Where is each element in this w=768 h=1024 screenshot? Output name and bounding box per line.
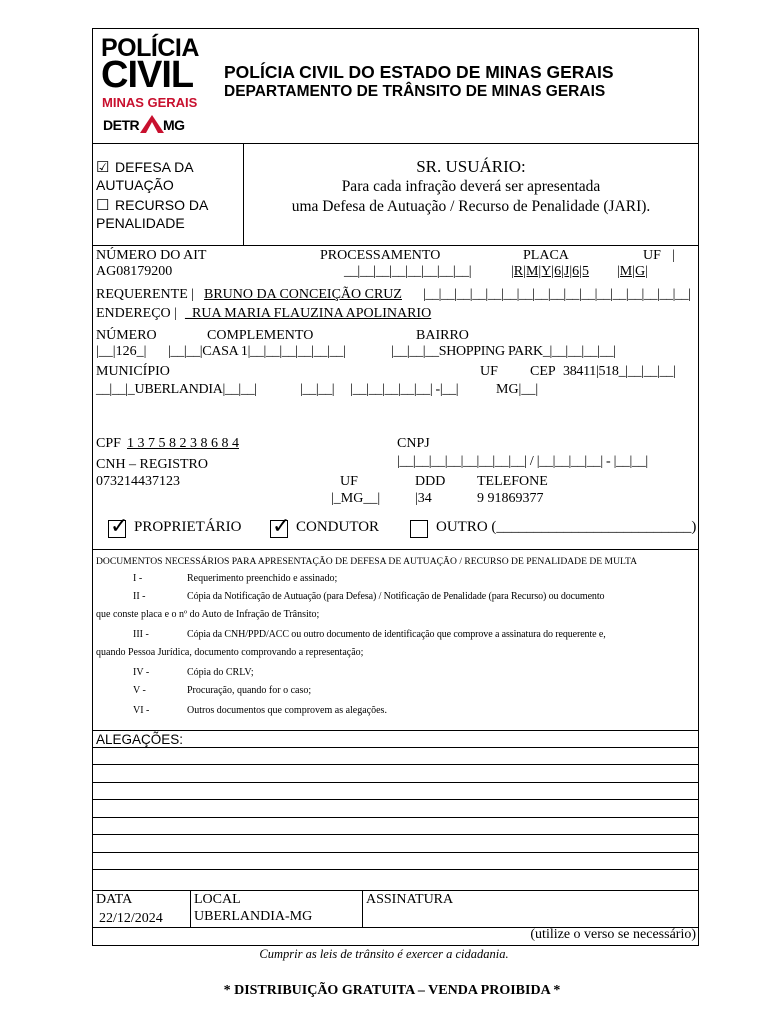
local-label: LOCAL [194, 892, 241, 907]
proprietario-checkbox[interactable] [108, 514, 129, 539]
motto: Cumprir as leis de trânsito é exercer a cidadania. [259, 947, 509, 961]
municipio-label: MUNICÍPIO [96, 364, 170, 379]
document-item-text: Outros documentos que comprovem as alegações. [187, 705, 387, 716]
document-item-number: III - [133, 629, 149, 640]
documents-title: DOCUMENTOS NECESSÁRIOS PARA APRESENTAÇÃO DE DEFESA DE AUTUAÇÃO / RECURSO DE PENALIDADE DE MULTA [96, 556, 638, 567]
numero-value[interactable]: |__|126_| [96, 344, 147, 359]
municipio-fill: |__|__| |__|__|__|__|__| -|__| [300, 382, 459, 397]
detran-triangle-icon [139, 114, 165, 134]
alegacoes-label: ALEGAÇÕES: [96, 732, 184, 747]
document-item-number: I - [133, 573, 143, 584]
divider [92, 730, 699, 731]
alegacoes-line[interactable] [92, 747, 699, 748]
cnh-uf-value[interactable]: |_MG__| [331, 491, 381, 506]
header-title: POLÍCIA CIVIL DO ESTADO DE MINAS GERAIS [224, 62, 614, 82]
recurso-checkbox[interactable]: ☐ [96, 197, 110, 214]
alegacoes-line[interactable] [92, 817, 699, 818]
uf-label: UF [643, 248, 661, 263]
document-item-continuation: quando Pessoa Jurídica, documento comprovando a representação; [96, 647, 364, 658]
bairro-value[interactable]: |__|__|__SHOPPING PARK_|__|__|__|__| [391, 344, 616, 359]
header-subtitle: DEPARTAMENTO DE TRÂNSITO DE MINAS GERAIS [224, 83, 606, 100]
condutor-label: CONDUTOR [296, 519, 380, 535]
condutor-checkbox[interactable] [270, 514, 291, 539]
outro-label: OUTRO (__________________________) [436, 519, 697, 535]
detran-logo [103, 114, 198, 136]
distribution-note: * DISTRIBUIÇÃO GRATUITA – VENDA PROIBIDA * [223, 983, 561, 998]
document-item-continuation: que conste placa e o nº do Auto de Infração de Trânsito; [96, 609, 320, 620]
telefone-label: TELEFONE [477, 474, 548, 489]
numero-label: NÚMERO [96, 328, 157, 343]
municipio-value[interactable]: __|__|_UBERLANDIA|__|__| [96, 382, 257, 397]
defesa-checkbox[interactable]: ☑ [96, 159, 110, 176]
local-value[interactable]: UBERLANDIA-MG [194, 909, 313, 924]
detran-text-left: DETR [103, 117, 140, 133]
municipio-uf-label: UF [480, 364, 498, 379]
placa-label: PLACA [523, 248, 569, 263]
cnh-uf-label: UF [340, 474, 358, 489]
document-item-number: II - [133, 591, 146, 602]
ait-value[interactable]: AG08179200 [96, 264, 173, 279]
ait-label: NÚMERO DO AIT [96, 248, 207, 263]
divider [92, 245, 699, 246]
logo-line-minas-gerais: MINAS GERAIS [102, 95, 198, 110]
proprietario-label: PROPRIETÁRIO [134, 519, 242, 535]
verso-note: (utilize o verso se necessário) [530, 927, 696, 942]
uf-value[interactable]: |M|G| [617, 264, 648, 279]
alegacoes-line[interactable] [92, 890, 699, 891]
checkmark-icon: ✓ [110, 514, 129, 539]
detran-text-right: MG [163, 117, 185, 133]
telefone-value[interactable]: 9 91869377 [477, 491, 544, 506]
cep-label: CEP [530, 364, 556, 379]
placa-value[interactable]: |R|M|Y|6|J|6|5 [511, 264, 589, 279]
document-item-number: VI - [133, 705, 150, 716]
divider [190, 890, 191, 927]
alegacoes-line[interactable] [92, 764, 699, 765]
bairro-label: BAIRRO [416, 328, 469, 343]
cpf-value[interactable]: 1 3 7 5 8 2 3 8 6 8 4 [127, 436, 239, 451]
defesa-label-line1: DEFESA DA [115, 159, 194, 175]
recurso-label-line2: PENALIDADE [96, 215, 185, 231]
data-value[interactable]: 22/12/2024 [99, 911, 163, 926]
document-item-text: Requerimento preenchido e assinado; [187, 573, 338, 584]
notice-line2: uma Defesa de Autuação / Recurso de Penalidade (JARI). [291, 198, 651, 215]
document-item-number: V - [133, 685, 146, 696]
divider [92, 143, 699, 144]
document-item-text: Procuração, quando for o caso; [187, 685, 312, 696]
alegacoes-line[interactable] [92, 782, 699, 783]
complemento-label: COMPLEMENTO [207, 328, 314, 343]
ddd-label: DDD [415, 474, 446, 489]
ddd-value[interactable]: |34 [415, 491, 432, 506]
notice-line1: Para cada infração deverá ser apresentada [341, 178, 601, 195]
processamento-value[interactable]: __|__|__|__|__|__|__|__| [344, 264, 472, 279]
endereco-value[interactable]: _RUA MARIA FLAUZINA APOLINARIO [185, 306, 432, 321]
requerente-fill: |__|__|__|__|__|__|__|__|__|__|__|__|__|__|__|__|__| [423, 287, 691, 302]
complemento-value[interactable]: |__|__|CASA 1|__|__|__|__|__|__| [168, 344, 346, 359]
defesa-label-line2: AUTUAÇÃO [96, 177, 174, 193]
document-item-text: Cópia do CRLV; [187, 667, 254, 678]
outro-checkbox[interactable] [410, 520, 428, 538]
cnpj-value[interactable]: |__|__|__|__|__|__|__|__| / |__|__|__|__| - |__|__| [397, 454, 648, 469]
alegacoes-line[interactable] [92, 869, 699, 870]
recurso-label-line1: RECURSO DA [115, 197, 209, 213]
alegacoes-line[interactable] [92, 834, 699, 835]
assinatura-label: ASSINATURA [366, 892, 454, 907]
processamento-label: PROCESSAMENTO [320, 248, 441, 263]
cnh-value[interactable]: 073214437123 [96, 474, 180, 489]
divider [362, 890, 363, 927]
divider [92, 549, 699, 550]
alegacoes-line[interactable] [92, 852, 699, 853]
checkmark-icon: ✓ [272, 514, 291, 539]
cnpj-label: CNPJ [397, 436, 430, 451]
requerente-value[interactable]: BRUNO DA CONCEIÇÃO CRUZ [204, 287, 402, 302]
document-item-text: Cópia da CNH/PPD/ACC ou outro documento de identificação que comprove a assinatura do requerente e, [187, 629, 606, 640]
notice-title: SR. USUÁRIO: [416, 157, 526, 176]
logo-line-civil: CIVIL [101, 54, 194, 96]
uf-suffix: | [672, 248, 675, 263]
data-label: DATA [96, 892, 133, 907]
cep-value[interactable]: 38411|518_|__|__|__| [563, 364, 676, 379]
cpf-label: CPF [96, 436, 121, 451]
endereco-label: ENDEREÇO | [96, 306, 177, 321]
requerente-label: REQUERENTE | [96, 287, 195, 302]
alegacoes-line[interactable] [92, 799, 699, 800]
logo-line-policia: POLÍCIA [101, 34, 199, 62]
document-item-text: Cópia da Notificação de Autuação (para Defesa) / Notificação de Penalidade (para Recurso) ou documento [187, 591, 605, 602]
document-item-number: IV - [133, 667, 150, 678]
municipio-uf-value[interactable]: MG|__| [496, 382, 539, 397]
cnh-label: CNH – REGISTRO [96, 457, 209, 472]
